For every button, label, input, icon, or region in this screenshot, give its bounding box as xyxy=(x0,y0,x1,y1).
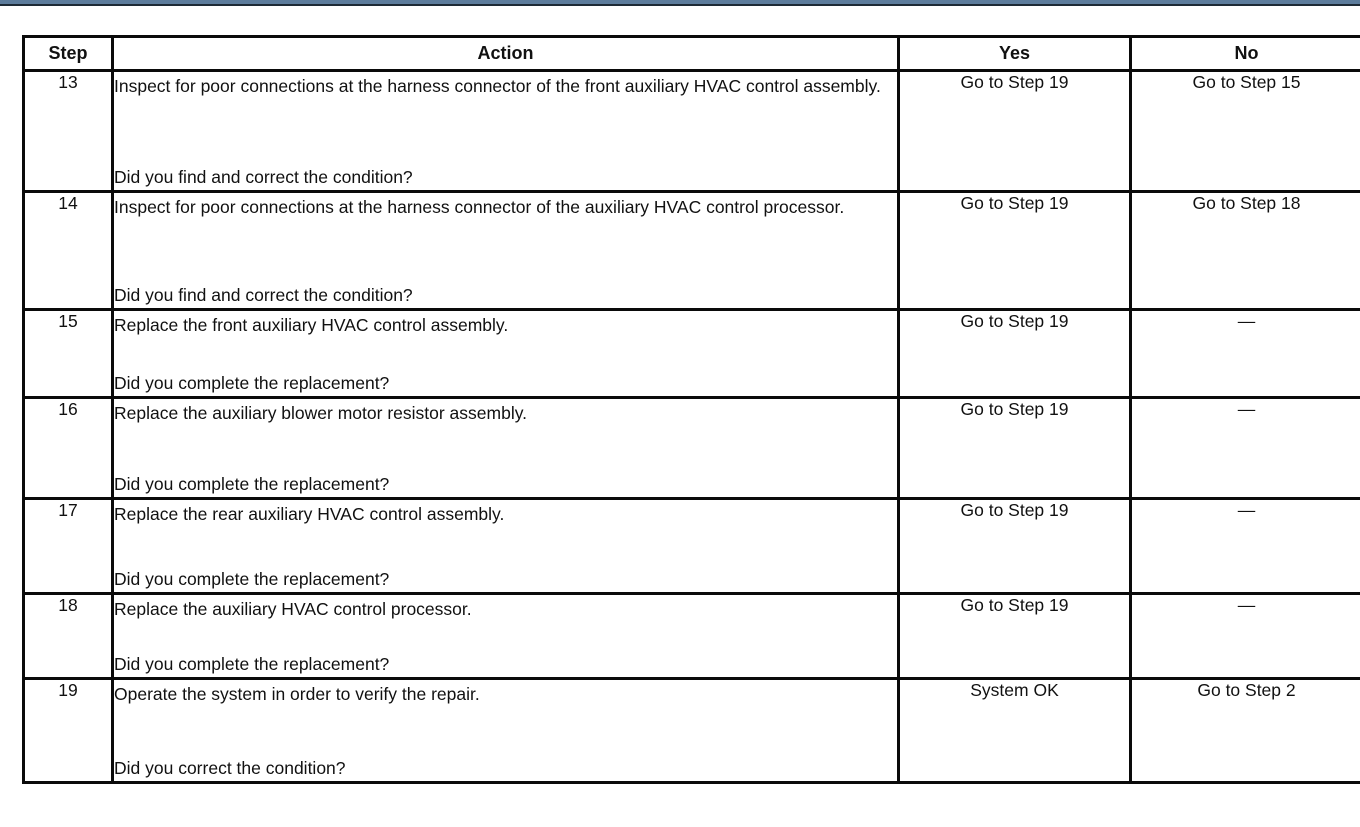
no-result: Go to Step 15 xyxy=(1131,71,1360,192)
action-cell xyxy=(113,310,899,398)
yes-result: Go to Step 19 xyxy=(899,594,1131,679)
action-instruction: Replace the auxiliary blower motor resistor assembly. xyxy=(114,403,528,423)
table-row xyxy=(24,679,1360,783)
action-instruction: Replace the front auxiliary HVAC control assembly. xyxy=(114,315,509,335)
no-result: — xyxy=(1131,499,1360,594)
table-row xyxy=(24,499,1360,594)
table-row xyxy=(24,398,1360,499)
step-number: 15 xyxy=(24,310,113,398)
action-instruction: Operate the system in order to verify the repair. xyxy=(114,684,480,704)
header-step: Step xyxy=(24,37,113,71)
action-cell xyxy=(113,192,899,310)
step-number: 16 xyxy=(24,398,113,499)
header-action: Action xyxy=(113,37,899,71)
action-cell xyxy=(113,679,899,783)
yes-result: Go to Step 19 xyxy=(899,499,1131,594)
action-instruction: Replace the auxiliary HVAC control processor. xyxy=(114,599,472,619)
step-number: 14 xyxy=(24,192,113,310)
action-question: Did you complete the replacement? xyxy=(114,654,390,674)
action-cell xyxy=(113,594,899,679)
step-number: 17 xyxy=(24,499,113,594)
action-question: Did you complete the replacement? xyxy=(114,474,390,494)
action-cell xyxy=(113,398,899,499)
action-question: Did you find and correct the condition? xyxy=(114,167,413,187)
yes-result: Go to Step 19 xyxy=(899,398,1131,499)
action-cell xyxy=(113,499,899,594)
step-number: 13 xyxy=(24,71,113,192)
table-row xyxy=(24,71,1360,192)
action-question: Did you complete the replacement? xyxy=(114,373,390,393)
table-row xyxy=(24,310,1360,398)
action-question: Did you find and correct the condition? xyxy=(114,285,413,305)
action-instruction: Replace the rear auxiliary HVAC control assembly. xyxy=(114,504,505,524)
step-number: 19 xyxy=(24,679,113,783)
table-row xyxy=(24,192,1360,310)
action-instruction: Inspect for poor connections at the harness connector of the auxiliary HVAC control processor. xyxy=(114,197,845,217)
action-question: Did you correct the condition? xyxy=(114,758,346,778)
step-number: 18 xyxy=(24,594,113,679)
no-result: — xyxy=(1131,398,1360,499)
no-result: — xyxy=(1131,310,1360,398)
no-result: Go to Step 18 xyxy=(1131,192,1360,310)
action-instruction: Inspect for poor connections at the harness connector of the front auxiliary HVAC control assembly. xyxy=(114,76,881,96)
diagnostic-table-container xyxy=(22,35,1360,784)
yes-result: System OK xyxy=(899,679,1131,783)
no-result: — xyxy=(1131,594,1360,679)
no-result: Go to Step 2 xyxy=(1131,679,1360,783)
top-band xyxy=(0,0,1360,6)
yes-result: Go to Step 19 xyxy=(899,310,1131,398)
table-header-row xyxy=(24,37,1360,71)
table-row xyxy=(24,594,1360,679)
action-cell xyxy=(113,71,899,192)
yes-result: Go to Step 19 xyxy=(899,71,1131,192)
header-yes: Yes xyxy=(899,37,1131,71)
diagnostic-table xyxy=(22,35,1360,784)
yes-result: Go to Step 19 xyxy=(899,192,1131,310)
action-question: Did you complete the replacement? xyxy=(114,569,390,589)
header-no: No xyxy=(1131,37,1360,71)
